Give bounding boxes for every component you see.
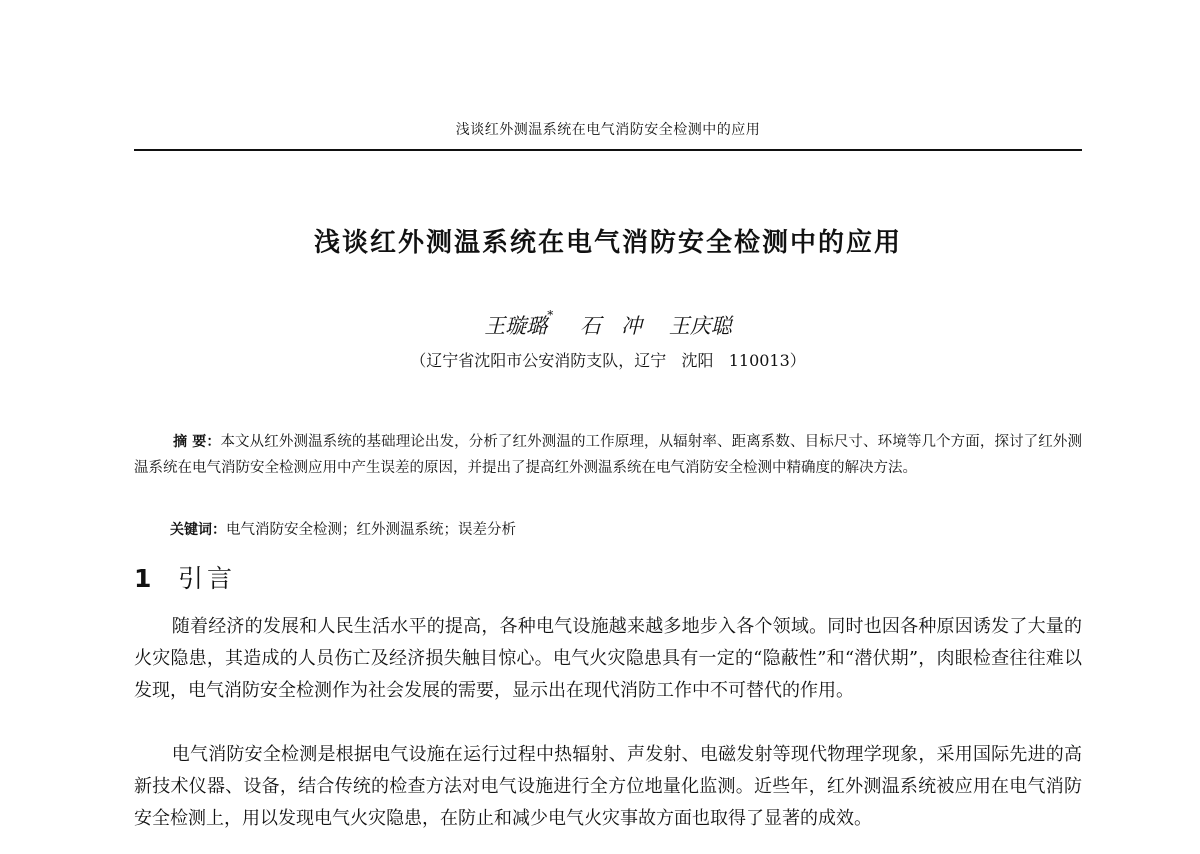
section-number: 1	[134, 564, 152, 593]
paper-title: 浅谈红外测温系统在电气消防安全检测中的应用	[313, 228, 902, 258]
section-title: 引言	[178, 564, 237, 593]
corresponding-author-mark: *	[547, 308, 554, 322]
running-head: 浅谈红外测温系统在电气消防安全检测中的应用	[455, 122, 761, 138]
section-heading	[134, 559, 236, 595]
author-list	[134, 310, 1082, 340]
author-first: 王璇璐	[484, 314, 548, 338]
body-paragraph: 随着经济的发展和人民生活水平的提高，各种电气设施越来越多地步入各个领域。同时也因各种原因诱发了大量的火灾隐患，其造成的人员伤亡及经济损失触目惊心。电气火灾隐患具有一定的“隐蔽性”和“潜伏期”，肉眼检查往往难以发现，电气消防安全检测作为社会发展的需要，显示出在现代消防工作中不可替代的作用。	[134, 616, 1082, 701]
keywords-text: 电气消防安全检测；红外测温系统；误差分析	[226, 522, 516, 538]
keywords	[170, 518, 516, 539]
abstract	[134, 429, 1082, 481]
author-others: 石 冲 王庆聪	[553, 314, 732, 338]
body-paragraph: 电气消防安全检测是根据电气设施在运行过程中热辐射、声发射、电磁发射等现代物理学现象，采用国际先进的高新技术仪器、设备，结合传统的检查方法对电气设施进行全方位地量化监测。近些年，红外测温系统被应用在电气消防安全检测上，用以发现电气火灾隐患，在防止和减少电气火灾事故方面也取得了显著的成效。	[134, 744, 1082, 829]
author-affiliation: （辽宁省沈阳市公安消防支队，辽宁 沈阳 110013）	[410, 351, 806, 370]
header-rule	[134, 149, 1082, 151]
abstract-text: 本文从红外测温系统的基础理论出发，分析了红外测温的工作原理，从辐射率、距离系数、目标尺寸、环境等几个方面，探讨了红外测温系统在电气消防安全检测应用中产生误差的原因，并提出了提高红外测温系统在电气消防安全检测中精确度的解决方法。	[134, 434, 1082, 476]
keywords-label: 关键词：	[170, 522, 226, 538]
abstract-label: 摘 要：	[173, 434, 221, 450]
